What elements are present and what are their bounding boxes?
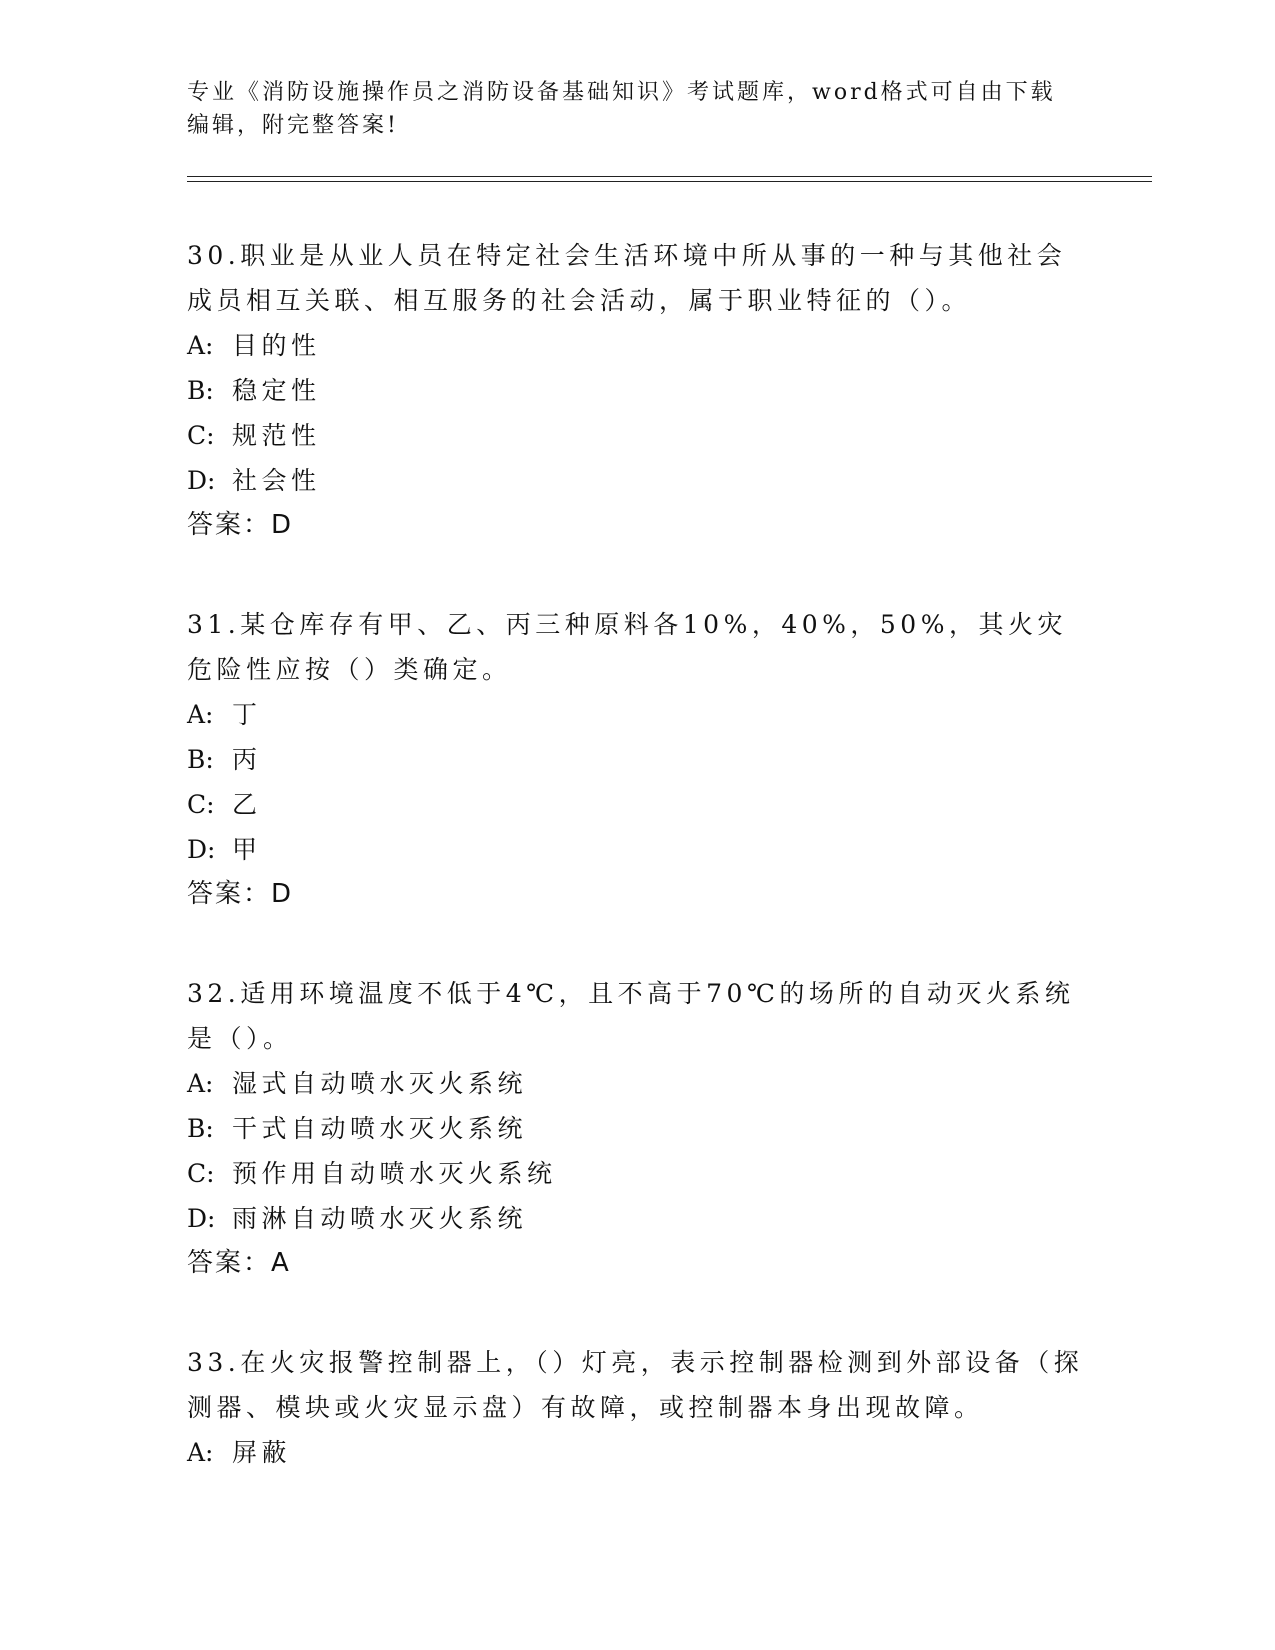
- option-text: 目的性: [232, 331, 321, 360]
- option-text: 预作用自动喷水灭火系统: [232, 1159, 557, 1188]
- option-text: 丙: [232, 745, 262, 774]
- question-text: 30.职业是从业人员在特定社会生活环境中所从事的一种与其他社会成员相互关联、相互服务的社会活动，属于职业特征的（）。: [187, 241, 1067, 315]
- option-key: B:: [187, 376, 214, 405]
- option-key: C:: [187, 790, 215, 819]
- option-text: 甲: [232, 835, 262, 864]
- option-b: [187, 368, 1087, 413]
- question-text: 32.适用环境温度不低于4℃，且不高于70℃的场所的自动灭火系统是（）。: [187, 979, 1075, 1053]
- answer-line: 答案：D: [187, 879, 294, 909]
- option-text: 规范性: [232, 421, 321, 450]
- question-list: [187, 233, 1087, 1529]
- header-divider-top: [187, 176, 1152, 177]
- option-key: C:: [187, 421, 215, 450]
- option-key: D:: [187, 835, 216, 864]
- option-text: 雨淋自动喷水灭火系统: [232, 1204, 528, 1233]
- option-key: A:: [187, 331, 214, 360]
- option-c: [187, 413, 1087, 458]
- option-text: 乙: [232, 790, 262, 819]
- option-text: 湿式自动喷水灭火系统: [232, 1069, 528, 1098]
- option-text: 干式自动喷水灭火系统: [232, 1114, 528, 1143]
- option-d: [187, 1196, 1087, 1241]
- option-text: 丁: [232, 700, 262, 729]
- option-key: D:: [187, 466, 216, 495]
- option-a: [187, 1061, 1087, 1106]
- question-31: [187, 602, 1087, 917]
- option-key: A:: [187, 700, 214, 729]
- option-key: B:: [187, 745, 214, 774]
- option-key: C:: [187, 1159, 215, 1188]
- option-text: 稳定性: [232, 376, 321, 405]
- question-30: [187, 233, 1087, 548]
- answer-line: 答案：A: [187, 1248, 291, 1278]
- option-key: D:: [187, 1204, 216, 1233]
- question-text: 33.在火灾报警控制器上，（）灯亮，表示控制器检测到外部设备（探测器、模块或火灾显示盘）有故障，或控制器本身出现故障。: [187, 1348, 1084, 1422]
- option-key: A:: [187, 1069, 214, 1098]
- option-d: [187, 458, 1087, 503]
- option-b: [187, 737, 1087, 782]
- option-d: [187, 827, 1087, 872]
- question-33: [187, 1340, 1087, 1475]
- option-a: [187, 323, 1087, 368]
- option-text: 屏蔽: [232, 1438, 292, 1467]
- option-a: [187, 1430, 1087, 1475]
- question-text: 31.某仓库存有甲、乙、丙三种原料各10%，40%，50%，其火灾危险性应按（）类确定。: [187, 610, 1067, 684]
- option-c: [187, 1151, 1087, 1196]
- header-divider-bottom: [187, 181, 1152, 182]
- option-b: [187, 1106, 1087, 1151]
- option-key: A:: [187, 1438, 214, 1467]
- option-text: 社会性: [232, 466, 321, 495]
- answer-line: 答案：D: [187, 510, 294, 540]
- document-header: 专业《消防设施操作员之消防设备基础知识》考试题库，word格式可自由下载编辑，附完整答案!: [187, 80, 1056, 138]
- option-key: B:: [187, 1114, 214, 1143]
- question-32: [187, 971, 1087, 1286]
- option-a: [187, 692, 1087, 737]
- option-c: [187, 782, 1087, 827]
